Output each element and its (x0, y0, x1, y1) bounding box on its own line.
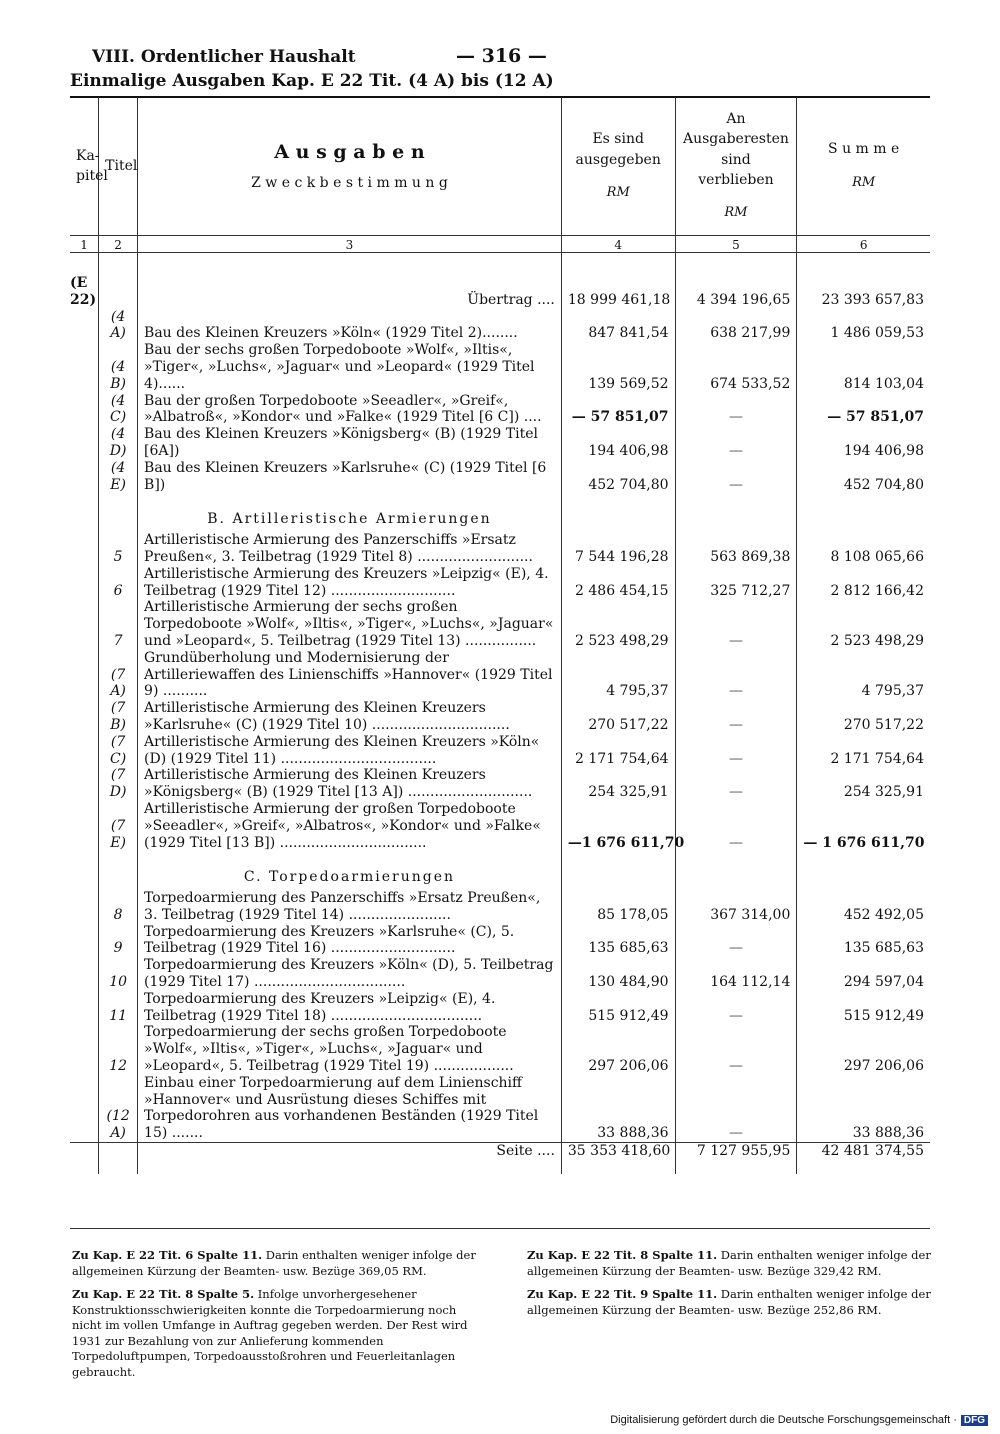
column-numbers (70, 236, 930, 253)
table-row (70, 734, 930, 768)
table-row (70, 700, 930, 734)
titel-cell: (4 C) (99, 393, 138, 427)
dfg-logo: DFG (961, 1415, 988, 1426)
summe-cell: 4 795,37 (797, 650, 930, 700)
kapitel-cell (70, 991, 99, 1025)
summe-cell: 2 812 166,42 (797, 566, 930, 600)
kapitel-cell (70, 801, 99, 851)
empty-cell (70, 1143, 99, 1160)
header-subtitle: Einmalige Ausgaben Kap. E 22 Tit. (4 A) bis (12 A) (70, 71, 554, 91)
kapitel-cell (70, 426, 99, 460)
description-cell: Bau der sechs großen Torpedoboote »Wolf«, »Iltis«, »Tiger«, »Luchs«, »Jaguar« und »Leopard« (1929 Titel 4)...... (138, 342, 562, 392)
kapitel-cell (70, 342, 99, 392)
titel-cell: 5 (99, 532, 138, 566)
verblieben-cell: — (675, 460, 797, 494)
spacer-row (70, 1160, 930, 1174)
summe-cell: 270 517,22 (797, 700, 930, 734)
verblieben-cell: — (675, 599, 797, 649)
verblieben-cell: 164 112,14 (675, 957, 797, 991)
ausgegeben-cell: 2 486 454,15 (561, 566, 675, 600)
table-row (70, 801, 930, 851)
summe-cell: 33 888,36 (797, 1075, 930, 1143)
kapitel-cell (70, 566, 99, 600)
kapitel-cell (70, 599, 99, 649)
colnum: 4 (561, 236, 675, 253)
verblieben-cell: 638 217,99 (675, 309, 797, 343)
summe-cell: 515 912,49 (797, 991, 930, 1025)
titel-cell: 10 (99, 957, 138, 991)
colnum: 3 (138, 236, 562, 253)
titel-cell: (7 E) (99, 801, 138, 851)
verblieben-cell: — (675, 801, 797, 851)
summe-cell: 452 704,80 (797, 460, 930, 494)
description-cell: Einbau einer Torpedoarmierung auf dem Linienschiff »Hannover« und Ausrüstung dieses Schiffes mit Torpedorohren aus vorhandenen Beständen (1929 Titel 15) ....... (138, 1075, 562, 1143)
kapitel-cell (70, 532, 99, 566)
ausgegeben-cell: 7 544 196,28 (561, 532, 675, 566)
description-cell: Torpedoarmierung des Kreuzers »Karlsruhe« (C), 5. Teilbetrag (1929 Titel 16) ............................ (138, 924, 562, 958)
summe-cell: 297 206,06 (797, 1024, 930, 1074)
titel-cell: (7 B) (99, 700, 138, 734)
verblieben-cell: 367 314,00 (675, 890, 797, 924)
titel-cell: (4 A) (99, 309, 138, 343)
table-row (70, 1024, 930, 1074)
verblieben-cell: — (675, 1075, 797, 1143)
kapitel-cell (70, 957, 99, 991)
verblieben-cell: — (675, 767, 797, 801)
empty-cell (797, 493, 930, 532)
footnote: Zu Kap. E 22 Tit. 8 Spalte 5. Infolge unvorhergesehener Konstruktionsschwierigkeiten konnte die Torpedoarmierung noch nicht im vollen Umfange in Auftrag gegeben werden. Der Rest wird 1931 zur Bezahlung von zur Anlieferung kommenden Torpedoluftpumpen, Torpedoausstoßrohren und Feuerleitanlagen gebraucht. (72, 1287, 468, 1379)
footer-credit: Digitalisierung gefördert durch die Deutsche Forschungsgemeinschaft · DFG (610, 1414, 988, 1426)
seite-summe: 42 481 374,55 (797, 1143, 930, 1160)
verblieben-cell: — (675, 700, 797, 734)
seite-verblieben: 7 127 955,95 (675, 1143, 797, 1160)
table-row (70, 957, 930, 991)
summe-cell: 1 486 059,53 (797, 309, 930, 343)
verblieben-cell: 674 533,52 (675, 342, 797, 392)
table-row (70, 532, 930, 566)
empty-cell (561, 851, 675, 890)
footnotes-right (527, 1248, 937, 1326)
colnum: 1 (70, 236, 99, 253)
uebertrag-summe: 23 393 657,83 (797, 253, 930, 309)
titel-cell: 11 (99, 991, 138, 1025)
summe-cell: 814 103,04 (797, 342, 930, 392)
col-ausgegeben: Es sind ausgegeben RM (561, 97, 675, 236)
verblieben-cell: — (675, 393, 797, 427)
verblieben-cell: — (675, 924, 797, 958)
ausgegeben-cell: 2 171 754,64 (561, 734, 675, 768)
col-ausgaben: A u s g a b e n Z w e c k b e s t i m m u n g (138, 97, 562, 236)
verblieben-cell: — (675, 991, 797, 1025)
verblieben-cell: 325 712,27 (675, 566, 797, 600)
uebertrag-row (70, 253, 930, 309)
column-headers (70, 97, 930, 236)
titel-cell: (7 A) (99, 650, 138, 700)
titel-cell: (4 D) (99, 426, 138, 460)
empty-cell (138, 1160, 562, 1174)
ausgegeben-cell: 85 178,05 (561, 890, 675, 924)
footnote: Zu Kap. E 22 Tit. 6 Spalte 11. Darin enthalten weniger infolge der allgemeinen Kürzung der Beamten- usw. Bezüge 369,05 RM. (72, 1248, 476, 1278)
table-row (70, 599, 930, 649)
table-row (70, 342, 930, 392)
table-row (70, 426, 930, 460)
ausgegeben-cell: 130 484,90 (561, 957, 675, 991)
titel-cell: (7 D) (99, 767, 138, 801)
page-number: — 316 — (456, 45, 547, 67)
kapitel-cell (70, 890, 99, 924)
summe-cell: — 1 676 611,70 (797, 801, 930, 851)
col-titel: Titel (99, 97, 138, 236)
ausgegeben-cell: 139 569,52 (561, 342, 675, 392)
empty-cell (99, 493, 138, 532)
header-title: VIII. Ordentlicher Haushalt (92, 47, 356, 67)
footnote: Zu Kap. E 22 Tit. 8 Spalte 11. Darin enthalten weniger infolge der allgemeinen Kürzung der Beamten- usw. Bezüge 329,42 RM. (527, 1248, 931, 1278)
summe-cell: 194 406,98 (797, 426, 930, 460)
description-cell: Bau des Kleinen Kreuzers »Karlsruhe« (C) (1929 Titel [6 B]) (138, 460, 562, 494)
ausgegeben-cell: 297 206,06 (561, 1024, 675, 1074)
ausgegeben-cell: 515 912,49 (561, 991, 675, 1025)
description-cell: Torpedoarmierung des Panzerschiffs »Ersatz Preußen«, 3. Teilbetrag (1929 Titel 14) ....................... (138, 890, 562, 924)
seite-ausgegeben: 35 353 418,60 (561, 1143, 675, 1160)
description-cell: Artilleristische Armierung der sechs großen Torpedoboote »Wolf«, »Iltis«, »Tiger«, »Luchs«, »Jaguar« und »Leopard«, 5. Teilbetrag (1929 Titel 13) ................ (138, 599, 562, 649)
kapitel-cell (70, 767, 99, 801)
description-cell: Bau des Kleinen Kreuzers »Köln« (1929 Titel 2)........ (138, 309, 562, 343)
table-row (70, 650, 930, 700)
empty-cell (70, 1160, 99, 1174)
titel-cell: (4 B) (99, 342, 138, 392)
uebertrag-ausgegeben: 18 999 461,18 (561, 253, 675, 309)
kapitel-cell (70, 309, 99, 343)
table-body (70, 253, 930, 1174)
empty-cell (561, 493, 675, 532)
empty-cell (561, 1160, 675, 1174)
col-summe: S u m m e RM (797, 97, 930, 236)
titel-cell: 9 (99, 924, 138, 958)
ausgegeben-cell: 847 841,54 (561, 309, 675, 343)
kapitel-cell (70, 1075, 99, 1143)
description-cell: Artilleristische Armierung des Kleinen Kreuzers »Köln« (D) (1929 Titel 11) ................................... (138, 734, 562, 768)
summe-cell: 8 108 065,66 (797, 532, 930, 566)
kapitel-cell (70, 460, 99, 494)
titel-cell: 12 (99, 1024, 138, 1074)
kapitel-cell (70, 1024, 99, 1074)
ausgegeben-cell: — 57 851,07 (561, 393, 675, 427)
ausgegeben-cell: 452 704,80 (561, 460, 675, 494)
empty-cell (99, 1143, 138, 1160)
table-row (70, 991, 930, 1025)
table-row (70, 1075, 930, 1143)
section-heading: C. Torpedoarmierungen (138, 851, 562, 890)
col-kapitel: Ka- pitel (76, 147, 108, 184)
kapitel-cell (70, 650, 99, 700)
table-row (70, 566, 930, 600)
col-verblieben: An Ausgaberesten sind verblieben RM (675, 97, 797, 236)
ausgegeben-cell: 4 795,37 (561, 650, 675, 700)
empty-cell (99, 1160, 138, 1174)
empty-cell (797, 1160, 930, 1174)
ausgegeben-cell: 270 517,22 (561, 700, 675, 734)
empty-cell (675, 1160, 797, 1174)
description-cell: Torpedoarmierung des Kreuzers »Köln« (D), 5. Teilbetrag (1929 Titel 17) .................................. (138, 957, 562, 991)
description-cell: Artilleristische Armierung des Panzerschiffs »Ersatz Preußen«, 3. Teilbetrag (1929 Titel 8) .......................... (138, 532, 562, 566)
kapitel-cell (70, 393, 99, 427)
summe-cell: 135 685,63 (797, 924, 930, 958)
kapitel-cell (70, 700, 99, 734)
summe-cell: 2 171 754,64 (797, 734, 930, 768)
colnum: 2 (99, 236, 138, 253)
verblieben-cell: — (675, 650, 797, 700)
description-cell: Bau der großen Torpedoboote »Seeadler«, »Greif«, »Albatroß«, »Kondor« und »Falke« (1929 Titel [6 C]) .... (138, 393, 562, 427)
kapitel-cell (70, 924, 99, 958)
titel-cell: 6 (99, 566, 138, 600)
titel-cell (99, 253, 138, 309)
description-cell: Artilleristische Armierung des Kleinen Kreuzers »Königsberg« (B) (1929 Titel [13 A]) ............................ (138, 767, 562, 801)
seite-label: Seite .... (138, 1143, 562, 1160)
empty-cell (70, 851, 99, 890)
summe-cell: 452 492,05 (797, 890, 930, 924)
empty-cell (99, 851, 138, 890)
summe-cell: 254 325,91 (797, 767, 930, 801)
uebertrag-label: Übertrag .... (138, 253, 562, 309)
ausgegeben-cell: 194 406,98 (561, 426, 675, 460)
table-row (70, 924, 930, 958)
uebertrag-verblieben: 4 394 196,65 (675, 253, 797, 309)
table-row (70, 309, 930, 343)
kapitel-cell (70, 734, 99, 768)
verblieben-cell: — (675, 1024, 797, 1074)
section-heading: B. Artilleristische Armierungen (138, 493, 562, 532)
description-cell: Grundüberholung und Modernisierung der Artilleriewaffen des Linienschiffs »Hannover« (1929 Titel 9) .......... (138, 650, 562, 700)
empty-cell (675, 493, 797, 532)
footnotes-left (72, 1248, 482, 1388)
description-cell: Artilleristische Armierung des Kreuzers »Leipzig« (E), 4. Teilbetrag (1929 Titel 12) ............................ (138, 566, 562, 600)
titel-cell: (12 A) (99, 1075, 138, 1143)
expenditure-table (70, 97, 930, 1174)
empty-cell (675, 851, 797, 890)
ausgegeben-cell: 33 888,36 (561, 1075, 675, 1143)
footnote: Zu Kap. E 22 Tit. 9 Spalte 11. Darin enthalten weniger infolge der allgemeinen Kürzung der Beamten- usw. Bezüge 252,86 RM. (527, 1287, 931, 1317)
titel-cell: (4 E) (99, 460, 138, 494)
table-row (70, 393, 930, 427)
ausgegeben-cell: 135 685,63 (561, 924, 675, 958)
colnum: 6 (797, 236, 930, 253)
titel-cell: 7 (99, 599, 138, 649)
summe-cell: — 57 851,07 (797, 393, 930, 427)
description-cell: Bau des Kleinen Kreuzers »Königsberg« (B) (1929 Titel [6A]) (138, 426, 562, 460)
seite-total-row (70, 1143, 930, 1160)
table-row (70, 767, 930, 801)
colnum: 5 (675, 236, 797, 253)
titel-cell: (7 C) (99, 734, 138, 768)
ausgegeben-cell: —1 676 611,70 (561, 801, 675, 851)
empty-cell (70, 493, 99, 532)
empty-cell (797, 851, 930, 890)
description-cell: Torpedoarmierung der sechs großen Torpedoboote »Wolf«, »Iltis«, »Tiger«, »Luchs«, »Jaguar« und »Leopard«, 5. Teilbetrag (1929 Titel 19) .................. (138, 1024, 562, 1074)
ausgegeben-cell: 2 523 498,29 (561, 599, 675, 649)
verblieben-cell: — (675, 734, 797, 768)
verblieben-cell: 563 869,38 (675, 532, 797, 566)
kapitel-cell: (E 22) (70, 275, 97, 308)
titel-cell: 8 (99, 890, 138, 924)
summe-cell: 294 597,04 (797, 957, 930, 991)
verblieben-cell: — (675, 426, 797, 460)
summe-cell: 2 523 498,29 (797, 599, 930, 649)
section-heading-row (70, 851, 930, 890)
description-cell: Torpedoarmierung des Kreuzers »Leipzig« (E), 4. Teilbetrag (1929 Titel 18) .................................. (138, 991, 562, 1025)
table-row (70, 460, 930, 494)
description-cell: Artilleristische Armierung des Kleinen Kreuzers »Karlsruhe« (C) (1929 Titel 10) ............................... (138, 700, 562, 734)
description-cell: Artilleristische Armierung der großen Torpedoboote »Seeadler«, »Greif«, »Albatros«, »Kondor« und »Falke« (1929 Titel [13 B]) ................................. (138, 801, 562, 851)
bottom-rule (70, 1228, 930, 1229)
section-heading-row (70, 493, 930, 532)
ausgegeben-cell: 254 325,91 (561, 767, 675, 801)
table-row (70, 890, 930, 924)
